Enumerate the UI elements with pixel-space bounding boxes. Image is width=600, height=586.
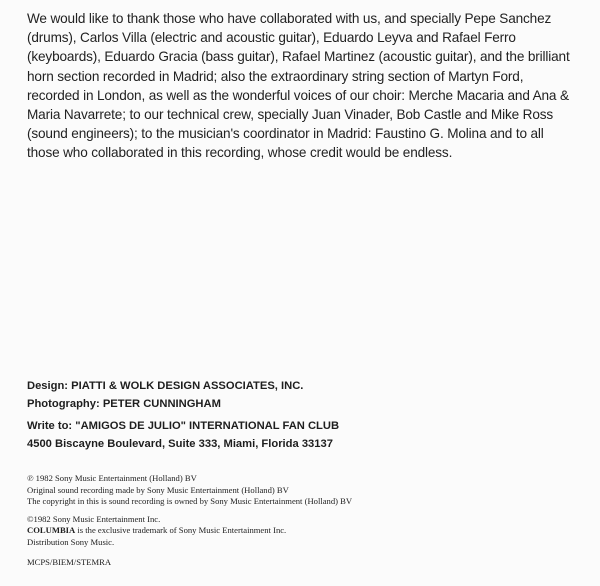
- phonogram-notice: ℗ 1982 Sony Music Entertainment (Holland) BV: [27, 473, 197, 483]
- acknowledgements-paragraph: We would like to thank those who have collaborated with us, and specially Pepe Sanchez (drums), Carlos Villa (electric and acoustic guitar), Eduardo Leyva and Rafael Ferro (keyboards), Eduardo Gracia (bass guitar), Rafael Martinez (acoustic guitar), and the brilliant horn section recorded in Madrid; also the extraordinary string section of Martyn Ford, recorded in London, as well as the wonderful voices of our choir: Merche Macaria and Ana & Maria Navarrete; to our technical crew, specially Juan Vinader, Bob Castle and Mike Ross (sound engineers); to the musician's coordinator in Madrid: Faustino G. Molina and to all those who collaborated in this recording, whose credit would be endless.: [27, 11, 570, 161]
- trademark-notice: [27, 525, 575, 537]
- legal-notices: [27, 473, 575, 568]
- fan-club-address: 4500 Biscayne Boulevard, Suite 333, Miami, Florida 33137: [27, 438, 333, 450]
- distribution-notice: Distribution Sony Music.: [27, 536, 115, 547]
- original-recording-notice: Original sound recording made by Sony Music Entertainment (Holland) BV: [27, 484, 289, 495]
- spacer: [27, 549, 575, 557]
- copyright-notice: ©1982 Sony Music Entertainment Inc.: [27, 513, 161, 524]
- photography-credit: Photography: PETER CUNNINGHAM: [27, 398, 221, 410]
- recording-copyright-notice: The copyright in this is sound recording is owned by Sony Music Entertainment (Holland) BV: [27, 496, 353, 507]
- rights-societies: MCPS/BIEM/STEMRA: [27, 556, 112, 567]
- trademark-name: COLUMBIA: [27, 525, 76, 536]
- trademark-text: is the exclusive trademark of Sony Music Entertainment Inc.: [75, 525, 287, 536]
- design-credit: Design: PIATTI & WOLK DESIGN ASSOCIATES, INC.: [27, 380, 304, 392]
- credits-block: [27, 377, 575, 453]
- fan-club-line: Write to: "AMIGOS DE JULIO" INTERNATIONAL FAN CLUB: [27, 420, 340, 432]
